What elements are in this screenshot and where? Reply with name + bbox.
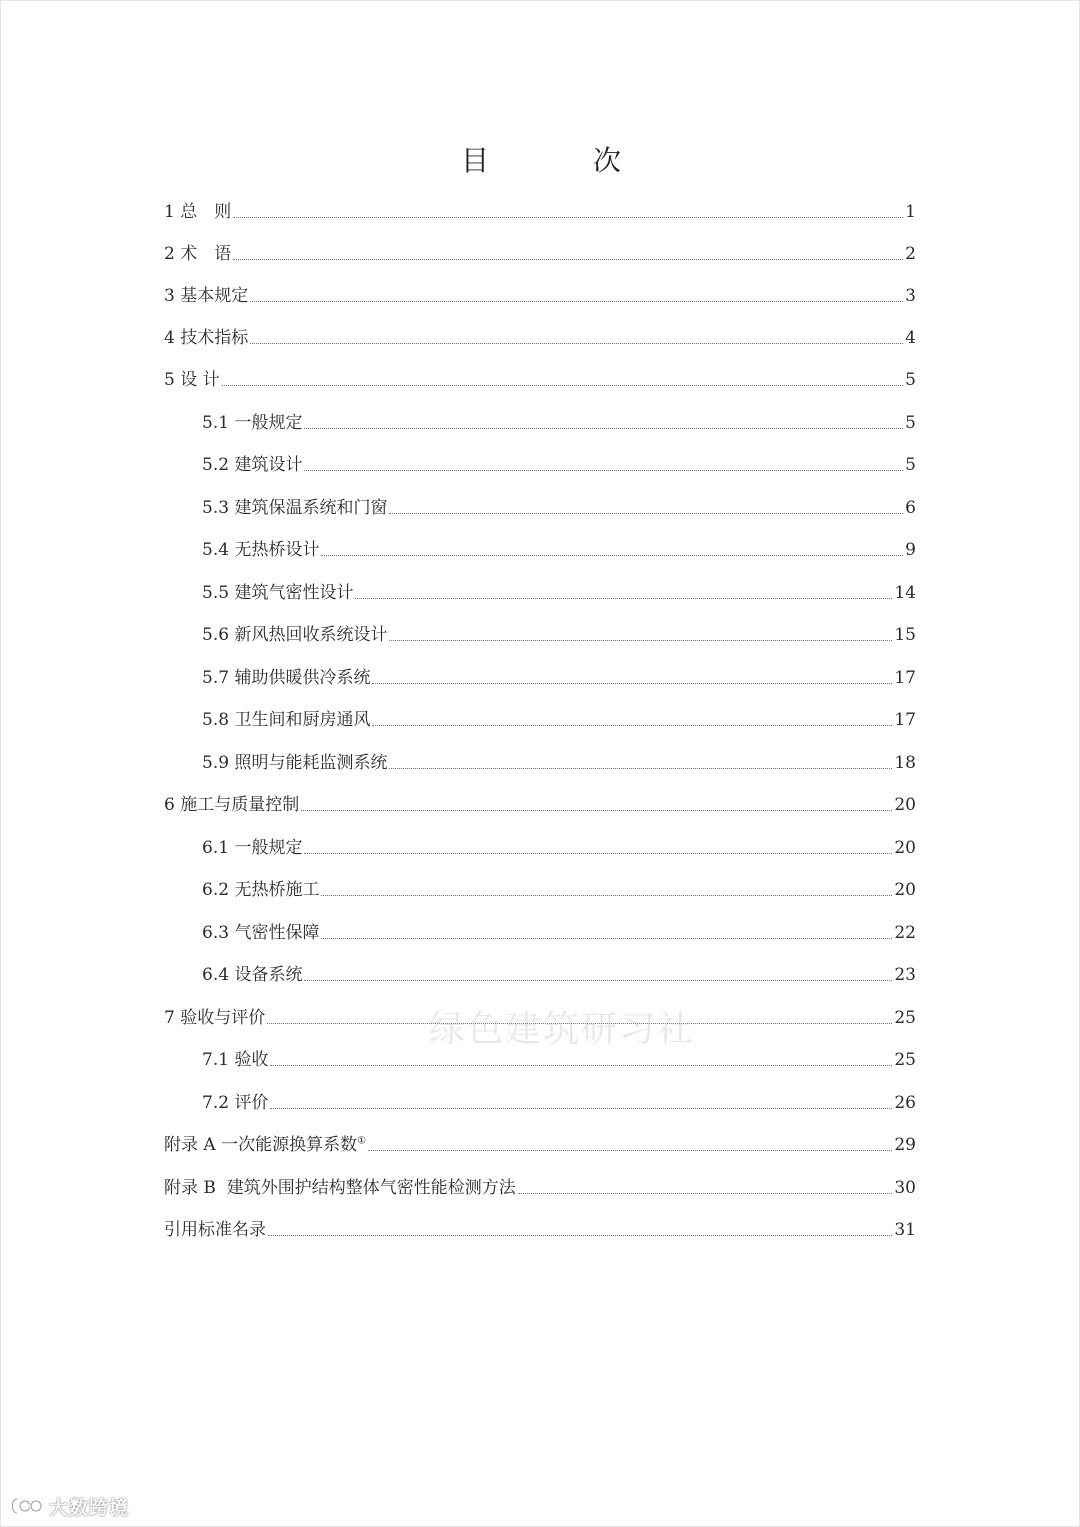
toc-entry-label: 3 基本规定 bbox=[164, 286, 249, 306]
toc-leader-dots bbox=[518, 1192, 893, 1194]
toc-leader-dots bbox=[233, 258, 903, 260]
toc-entry-page: 17 bbox=[894, 668, 916, 688]
toc-leader-dots bbox=[389, 512, 903, 514]
toc-leader-dots bbox=[389, 639, 892, 641]
toc-entry-page: 2 bbox=[905, 244, 916, 264]
toc-entry bbox=[164, 1217, 916, 1243]
toc-leader-dots bbox=[304, 469, 903, 471]
footnote-marker: ① bbox=[357, 1135, 367, 1147]
toc-entry-page: 25 bbox=[894, 1050, 916, 1070]
toc-leader-dots bbox=[321, 554, 903, 556]
toc-leader-dots bbox=[270, 1064, 892, 1066]
toc-entry-label: 7.1 验收 bbox=[202, 1050, 269, 1070]
toc-entry-label: 6 施工与质量控制 bbox=[164, 795, 300, 815]
toc-entry-label: 5.8 卫生间和厨房通风 bbox=[202, 710, 371, 730]
toc-entry bbox=[164, 1175, 916, 1201]
toc-entry-page: 30 bbox=[894, 1178, 916, 1198]
toc-entry-label: 1 总 则 bbox=[164, 202, 232, 222]
toc-entry-label: 7 验收与评价 bbox=[164, 1008, 266, 1028]
toc-entry-label: 7.2 评价 bbox=[202, 1093, 269, 1113]
toc-entry-page: 6 bbox=[905, 498, 916, 518]
toc-entry-label: 4 技术指标 bbox=[164, 328, 249, 348]
toc-entry-label: 5.7 辅助供暖供冷系统 bbox=[202, 668, 371, 688]
toc-entry bbox=[164, 1132, 916, 1158]
toc-leader-dots bbox=[304, 852, 892, 854]
toc-leader-dots bbox=[250, 300, 903, 302]
watermark: 绿色建筑研习社 bbox=[429, 1009, 696, 1050]
toc-entry-page: 5 bbox=[905, 455, 916, 475]
toc-entry-label: 6.2 无热桥施工 bbox=[202, 880, 320, 900]
toc-entry-page: 15 bbox=[894, 625, 916, 645]
toc-entry bbox=[202, 622, 916, 648]
toc-entry-label: 5.5 建筑气密性设计 bbox=[202, 583, 354, 603]
toc-entry bbox=[202, 750, 916, 776]
toc-entry-page: 3 bbox=[905, 286, 916, 306]
toc-entry bbox=[202, 665, 916, 691]
toc-entry-label: 5.3 建筑保温系统和门窗 bbox=[202, 498, 388, 518]
toc-leader-dots bbox=[389, 767, 892, 769]
toc-entry bbox=[202, 835, 916, 861]
toc-entry-label: 引用标准名录 bbox=[164, 1220, 266, 1240]
toc-leader-dots bbox=[304, 979, 892, 981]
toc-entry-label: 6.1 一般规定 bbox=[202, 838, 303, 858]
toc-entry-page: 29 bbox=[894, 1135, 916, 1155]
toc-entry-page: 31 bbox=[894, 1220, 916, 1240]
toc-entry-label bbox=[164, 1132, 366, 1158]
dashu-logo-icon bbox=[9, 1495, 43, 1517]
toc-entry-label: 5.6 新风热回收系统设计 bbox=[202, 625, 388, 645]
toc-leader-dots bbox=[368, 1149, 892, 1151]
toc-entry bbox=[202, 452, 916, 478]
toc-leader-dots bbox=[355, 597, 892, 599]
toc-entry bbox=[202, 410, 916, 436]
toc-leader-dots bbox=[222, 384, 904, 386]
toc-leader-dots bbox=[304, 427, 903, 429]
toc-entry-label: 6.4 设备系统 bbox=[202, 965, 303, 985]
toc-entry-page: 20 bbox=[894, 880, 916, 900]
toc-entry-label: 5.1 一般规定 bbox=[202, 413, 303, 433]
brand-watermark bbox=[9, 1491, 129, 1521]
toc-entry bbox=[164, 792, 916, 818]
toc-entry bbox=[164, 283, 916, 309]
toc-entry bbox=[202, 920, 916, 946]
toc-entry bbox=[202, 1090, 916, 1116]
toc-entry-page: 20 bbox=[894, 795, 916, 815]
toc-leader-dots bbox=[372, 724, 892, 726]
toc-entry-page: 17 bbox=[894, 710, 916, 730]
toc-entry-page: 5 bbox=[905, 413, 916, 433]
toc-leader-dots bbox=[301, 809, 892, 811]
toc-entry bbox=[164, 325, 916, 351]
toc-entry-page: 9 bbox=[905, 540, 916, 560]
toc-entry-label: 5.9 照明与能耗监测系统 bbox=[202, 753, 388, 773]
toc-entry bbox=[164, 199, 916, 225]
toc-entry-page: 26 bbox=[894, 1093, 916, 1113]
toc-entry-label: 2 术 语 bbox=[164, 244, 232, 264]
toc-leader-dots bbox=[321, 894, 892, 896]
toc-entry-label: 5.4 无热桥设计 bbox=[202, 540, 320, 560]
toc-entry-page: 5 bbox=[905, 370, 916, 390]
toc-entry-page: 23 bbox=[894, 965, 916, 985]
toc-entry-page: 25 bbox=[894, 1008, 916, 1028]
toc-entry-page: 22 bbox=[894, 923, 916, 943]
toc-entry bbox=[202, 962, 916, 988]
toc-entry-label: 附录 B 建筑外围护结构整体气密性能检测方法 bbox=[164, 1178, 516, 1198]
toc-entry-page: 18 bbox=[894, 753, 916, 773]
toc-entry-label: 5 设 计 bbox=[164, 370, 220, 390]
toc-entry-label-text: 附录 A 一次能源换算系数 bbox=[164, 1135, 358, 1155]
toc-leader-dots bbox=[268, 1234, 892, 1236]
toc-leader-dots bbox=[233, 216, 903, 218]
toc-entry-page: 20 bbox=[894, 838, 916, 858]
brand-text: 大数跨境 bbox=[49, 1496, 130, 1519]
toc-entry bbox=[164, 241, 916, 267]
toc-leader-dots bbox=[321, 937, 892, 939]
toc-entry-label: 6.3 气密性保障 bbox=[202, 923, 320, 943]
page-title: 目 次 bbox=[460, 144, 659, 177]
toc-leader-dots bbox=[372, 682, 892, 684]
toc-entry bbox=[202, 495, 916, 521]
toc-entry bbox=[202, 707, 916, 733]
toc-entry-page: 1 bbox=[905, 202, 916, 222]
toc-entry bbox=[164, 367, 916, 393]
toc-leader-dots bbox=[250, 342, 903, 344]
toc-leader-dots bbox=[270, 1107, 892, 1109]
toc-entry-page: 4 bbox=[905, 328, 916, 348]
toc-entry bbox=[202, 537, 916, 563]
toc-entry-page: 14 bbox=[894, 583, 916, 603]
toc-entry bbox=[202, 877, 916, 903]
toc-entry-label: 5.2 建筑设计 bbox=[202, 455, 303, 475]
toc-entry bbox=[202, 580, 916, 606]
